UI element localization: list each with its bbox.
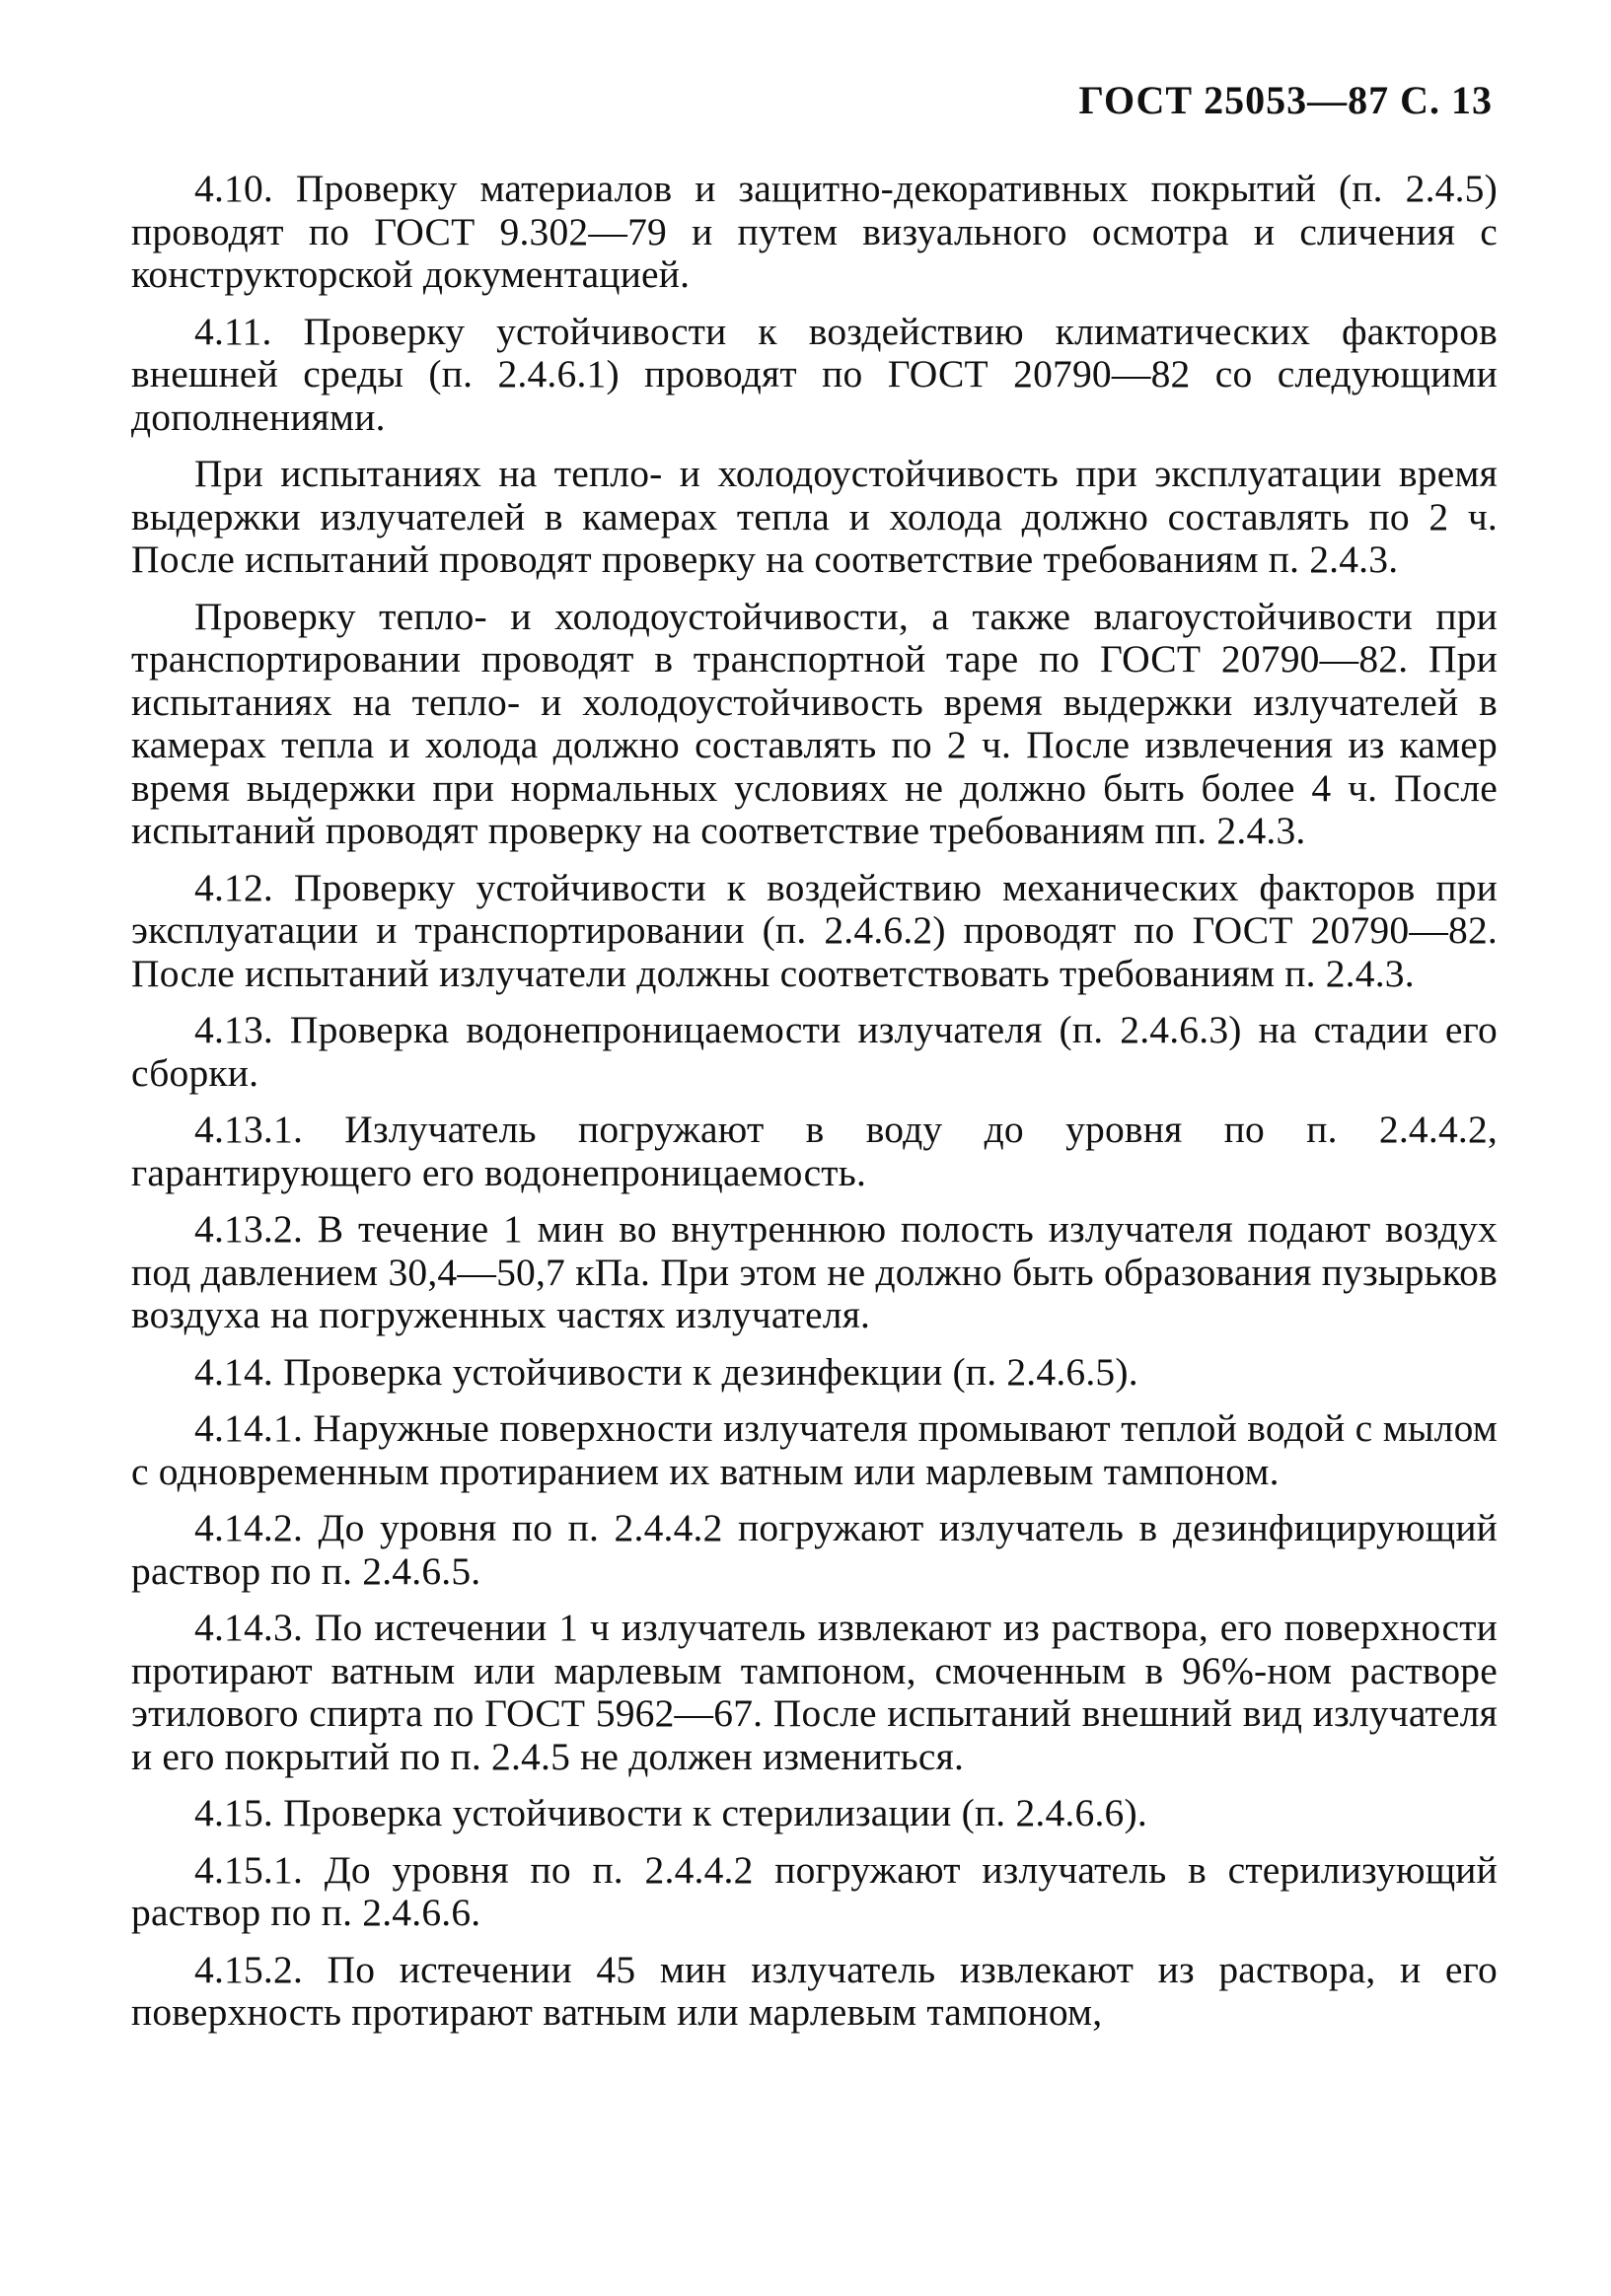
running-header: ГОСТ 25053—87 С. 13 — [1078, 78, 1493, 122]
paragraph-4-12: 4.12. Проверку устойчивости к воздействию механических факторов при эксплуатации и транспортировании (п. 2.4.6.2) проводят по ГОСТ 20790—82. После испытаний излучатели должны соответствовать требованиям п. 2.4.3. — [131, 865, 1498, 995]
document-body — [131, 168, 1498, 2035]
paragraph-4-14-3: 4.14.3. По истечении 1 ч излучатель извлекают из раствора, его поверхности протирают ватным или марлевым тампоном, смоченным в 96%-ном растворе этилового спирта по ГОСТ 5962—67. После испытаний внешний вид излучателя и его покрытий по п. 2.4.5 не должен измениться. — [131, 1606, 1498, 1778]
paragraph-4-15-1: 4.15.1. До уровня по п. 2.4.4.2 погружают излучатель в стерилизующий раствор по п. 2.4.6.6. — [131, 1847, 1498, 1934]
paragraph-4-11-transport: Проверку тепло- и холодоустойчивости, а также влагоустойчивости при транспортировании проводят в транспортной таре по ГОСТ 20790—82. При испытаниях на тепло- и холодоустойчивость время выдержки излучателей в камерах тепла и холода должно составлять по 2 ч. После извлечения из камер время выдержки при нормальных условиях не должно быть более 4 ч. После испытаний проводят проверку на соответствие требованиям пп. 2.4.3. — [131, 594, 1498, 852]
paragraph-4-10: 4.10. Проверку материалов и защитно-декоративных покрытий (п. 2.4.5) проводят по ГОСТ 9.302—79 и путем визуального осмотра и сличения с конструкторской документацией. — [131, 167, 1498, 296]
paragraph-4-11: 4.11. Проверку устойчивости к воздействию климатических факторов внешней среды (п. 2.4.6.1) проводят по ГОСТ 20790—82 со следующими дополнениями. — [131, 309, 1498, 439]
paragraph-4-14: 4.14. Проверка устойчивости к дезинфекции (п. 2.4.6.5). — [194, 1349, 1138, 1394]
paragraph-4-11-heat-cold: При испытаниях на тепло- и холодоустойчивость при эксплуатации время выдержки излучателей в камерах тепла и холода должно составлять по 2 ч. После испытаний проводят проверку на соответствие требованиям п. 2.4.3. — [131, 452, 1498, 581]
paragraph-4-14-1: 4.14.1. Наружные поверхности излучателя промывают теплой водой с мылом с одновременным протиранием их ватным или марлевым тампоном. — [131, 1406, 1498, 1493]
paragraph-4-14-2: 4.14.2. До уровня по п. 2.4.4.2 погружают излучатель в дезинфицирующий раствор по п. 2.4.6.5. — [131, 1506, 1498, 1593]
paragraph-4-13-2: 4.13.2. В течение 1 мин во внутреннюю полость излучателя подают воздух под давлением 30,4—50,7 кПа. При этом не должно быть образования пузырьков воздуха на погруженных частях излучателя. — [131, 1207, 1498, 1336]
paragraph-4-15: 4.15. Проверка устойчивости к стерилизации (п. 2.4.6.6). — [194, 1791, 1147, 1834]
paragraph-4-13: 4.13. Проверка водонепроницаемости излучателя (п. 2.4.6.3) на стадии его сборки. — [131, 1008, 1498, 1095]
paragraph-4-13-1: 4.13.1. Излучатель погружают в воду до уровня по п. 2.4.4.2, гарантирующего его водонепроницаемость. — [131, 1108, 1498, 1194]
paragraph-4-15-2: 4.15.2. По истечении 45 мин излучатель извлекают из раствора, и его поверхность протирают ватным или марлевым тампоном, — [131, 1947, 1498, 2034]
